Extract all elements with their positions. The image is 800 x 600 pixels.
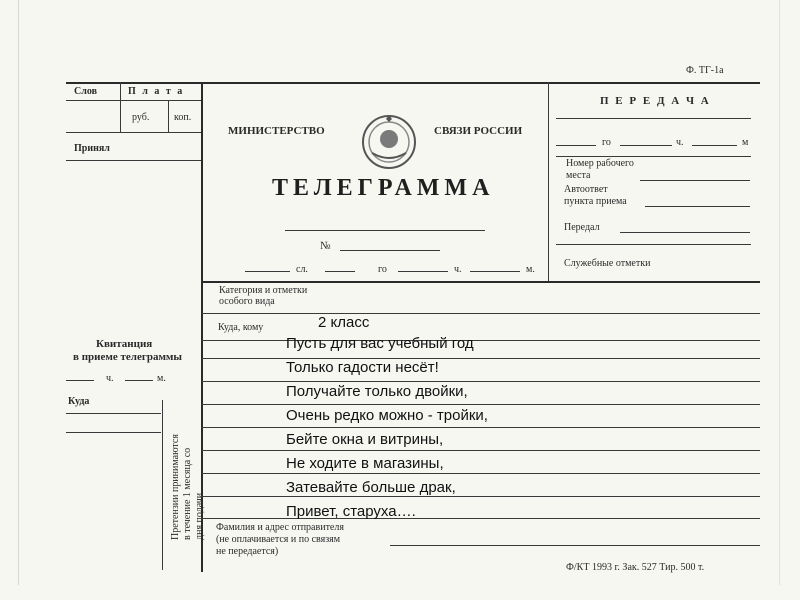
body-line-3 [201,381,760,382]
receipt-subtitle: в приеме телеграммы [73,351,183,363]
transmission-minute-label: м [742,137,749,148]
accepted-label: Принял [74,143,110,154]
form-code: Ф. ТГ-1а [686,65,724,76]
communications-label: СВЯЗИ РОССИИ [434,125,523,137]
minute-label: м. [526,264,535,275]
top-border-line [66,82,760,84]
kopecks-divider [168,100,169,132]
date-label: го [378,264,387,275]
claims-line-1: Претензии принимаются [170,434,181,540]
receipt-title: Квитанция [96,338,153,350]
receipt-hour-label: ч. [106,373,114,384]
receipt-destination-line-2 [66,432,161,433]
payment-header-line [66,100,201,101]
receipt-hour-line [66,380,94,381]
transmission-minute-line [692,145,737,146]
autoanswer-label-2: пункта приема [564,196,627,207]
number-label: № [320,240,331,252]
body-line-5 [201,427,760,428]
form-footer: Ф/КТ 1993 г. Зак. 527 Тир. 500 т. [566,562,705,573]
to-whom-label: Куда, кому [218,322,264,333]
date-line [325,271,355,272]
accepted-line [66,160,201,161]
transmission-hour-label: ч. [676,137,684,148]
poem-line: Не ходите в магазины, [286,455,444,472]
transmission-line-2 [556,156,751,157]
sent-by-label: Передал [564,222,600,233]
poem-line: Бейте окна и витрины, [286,431,444,448]
receipt-destination-label: Куда [68,396,90,407]
ministry-label: МИНИСТЕРСТВО [228,125,325,137]
sender-label: Фамилия и адрес отправителя [216,522,344,533]
header-blank-line [285,230,485,231]
body-line-1 [201,340,760,341]
sender-label-3: не передается) [216,546,279,557]
autoanswer-label: Автоответ [564,184,608,195]
poem-line: Пусть для вас учебный год [286,335,474,352]
receipt-destination-line-1 [66,413,161,414]
transmission-line-3 [556,244,751,245]
poem-line: Затевайте больше драк, [286,479,456,496]
body-line-6 [201,450,760,451]
poem-line: Только гадости несёт! [286,359,439,376]
transmission-hour-line [620,145,672,146]
sender-line [390,545,760,546]
category-label: Категория и отметки [219,285,308,296]
sender-label-2: (не оплачивается и по связям [216,534,341,545]
body-line-2 [201,358,760,359]
poem-line: Привет, старуха…. [286,503,416,520]
sent-by-line [620,232,750,233]
number-line [340,250,440,251]
transmission-date-label: го [602,137,611,148]
words-label: Слов [74,86,97,97]
transmission-title: П Е Р Е Д А Ч А [600,95,711,107]
claims-line-3: дня подачи [194,492,205,540]
class-label: 2 класс [318,314,370,331]
payment-divider [120,82,121,132]
telegram-title: ТЕЛЕГРАММА [272,175,495,201]
body-top-line [201,281,760,283]
poem-line: Очень редко можно - тройки, [286,407,488,424]
payment-bottom-line [66,132,201,133]
category-line [201,313,760,314]
body-line-8 [201,496,760,497]
poem-line: Получайте только двойки, [286,383,468,400]
workplace-label: Номер рабочего [566,158,634,169]
workplace-line [640,180,750,181]
words-count-line [245,271,290,272]
transmission-divider [548,82,549,282]
minute-line [470,271,520,272]
workplace-label-2: места [566,170,591,181]
body-line-9 [201,518,760,519]
transmission-line-1 [556,118,751,119]
category-label-2: особого вида [219,296,275,307]
body-line-4 [201,404,760,405]
words-count-label: сл. [296,264,308,275]
service-marks-label: Служебные отметки [564,258,651,269]
coat-of-arms-emblem [360,113,418,171]
receipt-minute-line [125,380,153,381]
autoanswer-line [645,206,750,207]
kopecks-label: коп. [174,112,192,123]
body-line-7 [201,473,760,474]
hour-line [398,271,448,272]
transmission-date-line [556,145,596,146]
claims-line-2: в течение 1 месяца со [182,447,193,540]
hour-label: ч. [454,264,462,275]
rubles-label: руб. [132,112,150,123]
receipt-minute-label: м. [157,373,166,384]
claims-divider [162,400,163,570]
payment-label: П л а т а [128,86,185,97]
